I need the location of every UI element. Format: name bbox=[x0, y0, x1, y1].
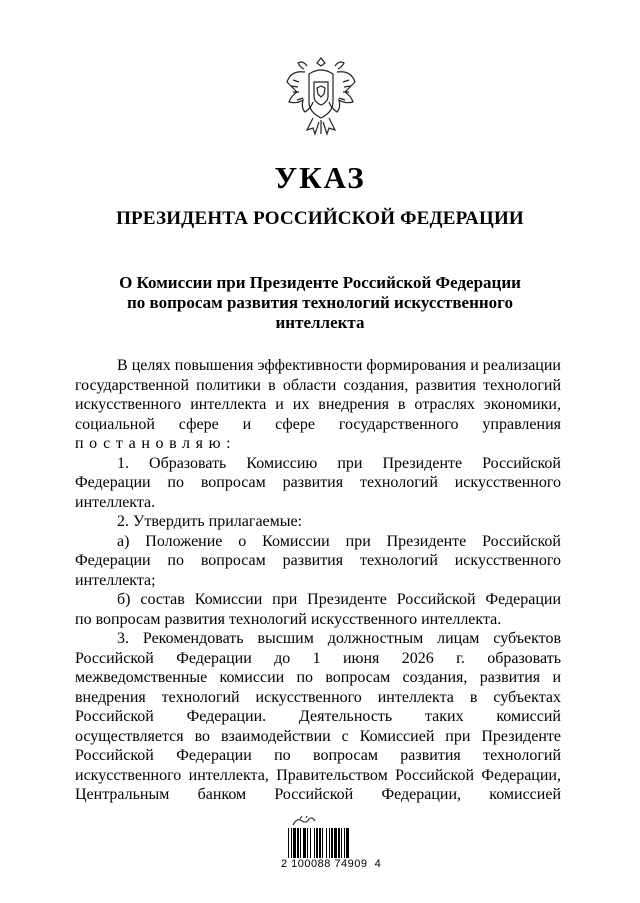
decree-title-line: по вопросам развития технологий искусственного bbox=[127, 293, 513, 312]
state-emblem-icon bbox=[283, 52, 359, 142]
body-line: Российской Федерации. Деятельность таких комиссий bbox=[75, 708, 561, 725]
barcode-bar bbox=[329, 828, 330, 858]
body-line: внедрения технологий искусственного интеллекта в субъектах bbox=[75, 688, 561, 706]
body-line: осуществляется во взаимодействии с Комиссией при Президенте bbox=[75, 727, 561, 745]
barcode-bar bbox=[331, 828, 333, 858]
barcode-bar bbox=[326, 828, 327, 858]
barcode-bar bbox=[316, 828, 318, 858]
barcode-icon bbox=[287, 828, 367, 858]
body-line: 1. Образовать Комиссию при Президенте Российской bbox=[117, 454, 561, 472]
body-line: по вопросам развития технологий искусственного интеллекта. bbox=[75, 610, 502, 628]
barcode-bar bbox=[314, 828, 315, 858]
barcode-bar bbox=[341, 828, 342, 858]
body-line: государственной политики в области создания, развития технологий bbox=[75, 376, 561, 394]
barcode-bar bbox=[322, 828, 323, 858]
decree-title-line: О Комиссии при Президенте Российской Федерации bbox=[119, 273, 521, 292]
decree-body bbox=[75, 356, 561, 805]
barcode-bar bbox=[344, 828, 345, 858]
body-line: Федерации по вопросам развития технологий искусственного bbox=[75, 474, 561, 491]
body-line: 3. Рекомендовать высшим должностным лицам субъектов bbox=[117, 630, 561, 647]
barcode-bar bbox=[288, 828, 289, 858]
body-line: 2. Утвердить прилагаемые: bbox=[117, 513, 303, 530]
body-line: искусственного интеллекта, Правительством Российской Федерации, bbox=[75, 766, 561, 784]
body-line: Федерации по вопросам развития технологий искусственного bbox=[75, 552, 561, 569]
body-line: искусственного интеллекта и их внедрения в отраслях экономики, bbox=[75, 396, 561, 413]
barcode-bar bbox=[334, 828, 337, 858]
barcode-bar bbox=[297, 828, 299, 858]
barcode-bar bbox=[291, 828, 292, 858]
issuer-heading: ПРЕЗИДЕНТА РОССИЙСКОЙ ФЕДЕРАЦИИ bbox=[116, 208, 524, 229]
body-line: Центральным банком Российской Федерации, комиссией bbox=[75, 786, 561, 803]
document-type-heading: УКАЗ bbox=[274, 160, 366, 195]
body-line: б) состав Комиссии при Президенте Российской Федерации bbox=[117, 591, 561, 608]
barcode-bar bbox=[300, 828, 301, 858]
body-line: Российской Федерации по вопросам развития технологий bbox=[75, 747, 561, 764]
body-line: постановляю: bbox=[75, 435, 237, 452]
body-line: межведомственные комиссии по вопросам создания, развития и bbox=[75, 669, 561, 686]
barcode-bar bbox=[319, 828, 321, 858]
body-line: а) Положение о Комиссии при Президенте Российской bbox=[117, 532, 561, 550]
barcode-number: 2 100088 74909 4 bbox=[281, 858, 382, 870]
barcode-bar bbox=[307, 828, 308, 858]
body-line: интеллекта; bbox=[75, 571, 156, 589]
body-line: Российской Федерации до 1 июня 2026 г. образовать bbox=[75, 649, 561, 667]
body-line: интеллекта. bbox=[75, 493, 156, 511]
decree-title bbox=[100, 273, 540, 333]
barcode-bar bbox=[338, 828, 340, 858]
barcode-bar bbox=[310, 828, 311, 858]
barcode-bar bbox=[346, 828, 349, 858]
decree-title-line: интеллекта bbox=[275, 313, 365, 332]
barcode-bar bbox=[293, 828, 296, 858]
body-line: В целях повышения эффективности формирования и реализации bbox=[117, 357, 561, 374]
print-mark-icon bbox=[291, 815, 317, 827]
barcode-bar bbox=[303, 828, 306, 858]
body-line: социальной сфере и сфере государственного управления bbox=[75, 415, 561, 433]
